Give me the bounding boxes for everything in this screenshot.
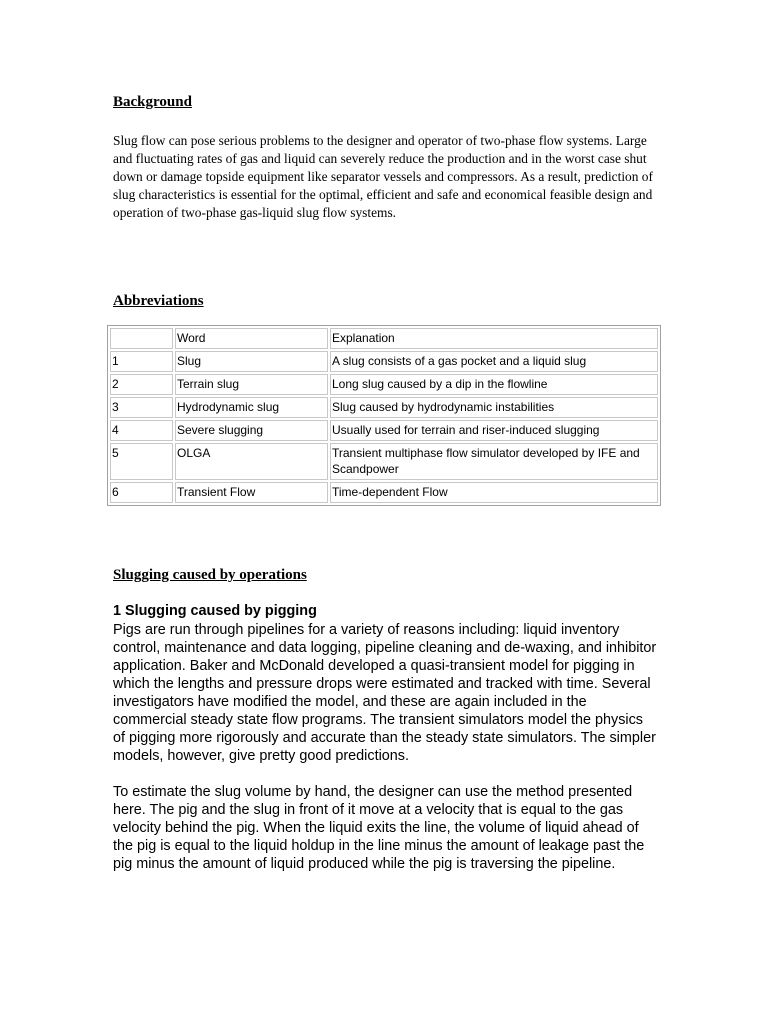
row-explanation: Time-dependent Flow [330, 482, 658, 503]
row-number: 1 [110, 351, 173, 372]
row-word: Severe slugging [175, 420, 328, 441]
table-row [110, 351, 658, 372]
abbreviations-heading: Abbreviations [113, 293, 204, 309]
row-number: 6 [110, 482, 173, 503]
table-row [110, 443, 658, 480]
table-row [110, 374, 658, 395]
row-explanation: Usually used for terrain and riser-induced slugging [330, 420, 658, 441]
row-word: Slug [175, 351, 328, 372]
pigging-subheading: 1 Slugging caused by pigging [113, 603, 317, 619]
table-header-cell: Word [175, 328, 328, 349]
background-paragraph: Slug flow can pose serious problems to the designer and operator of two-phase flow systems. Large and fluctuating rates of gas and liquid can severely reduce the production and in the worst case shut down or damage topside equipment like separator vessels and compressors. As a result, prediction of slug characteristics is essential for the optimal, efficient and safe and economical feasible design and operation of two-phase gas-liquid slug flow systems. [113, 133, 653, 220]
row-word: Hydrodynamic slug [175, 397, 328, 418]
table-header-cell [110, 328, 173, 349]
row-number: 2 [110, 374, 173, 395]
row-word: Terrain slug [175, 374, 328, 395]
row-explanation: Transient multiphase flow simulator developed by IFE and Scandpower [330, 443, 658, 480]
row-word: Transient Flow [175, 482, 328, 503]
row-number: 5 [110, 443, 173, 480]
table-row [110, 482, 658, 503]
operations-heading: Slugging caused by operations [113, 567, 307, 583]
pigging-paragraph-2: To estimate the slug volume by hand, the designer can use the method presented here. The pig and the slug in front of it move at a velocity that is equal to the gas velocity behind the pig. When the liquid exits the line, the volume of liquid ahead of the pig is equal to the liquid holdup in the line minus the amount of leakage past the pig minus the amount of liquid produced while the pig is traversing the pipeline. [113, 784, 645, 872]
row-number: 3 [110, 397, 173, 418]
table-row [110, 397, 658, 418]
table-header-row [110, 328, 658, 349]
table-header-cell: Explanation [330, 328, 658, 349]
abbreviations-table [107, 325, 661, 506]
table-row [110, 420, 658, 441]
row-explanation: Slug caused by hydrodynamic instabilities [330, 397, 658, 418]
row-explanation: Long slug caused by a dip in the flowline [330, 374, 658, 395]
pigging-paragraph-1: Pigs are run through pipelines for a variety of reasons including: liquid inventory control, maintenance and data logging, pipeline cleaning and de-waxing, and inhibitor application. Baker and McDonald developed a quasi-transient model for pigging in which the lengths and pressure drops were estimated and tracked with time. Several investigators have modified the model, and these are again included in the commercial steady state flow programs. The transient simulators model the physics of pigging more rigorously and accurate than the steady state simulators. The simpler models, however, give pretty good predictions. [113, 622, 657, 764]
row-explanation: A slug consists of a gas pocket and a liquid slug [330, 351, 658, 372]
row-number: 4 [110, 420, 173, 441]
background-heading: Background [113, 94, 192, 110]
row-word: OLGA [175, 443, 328, 480]
